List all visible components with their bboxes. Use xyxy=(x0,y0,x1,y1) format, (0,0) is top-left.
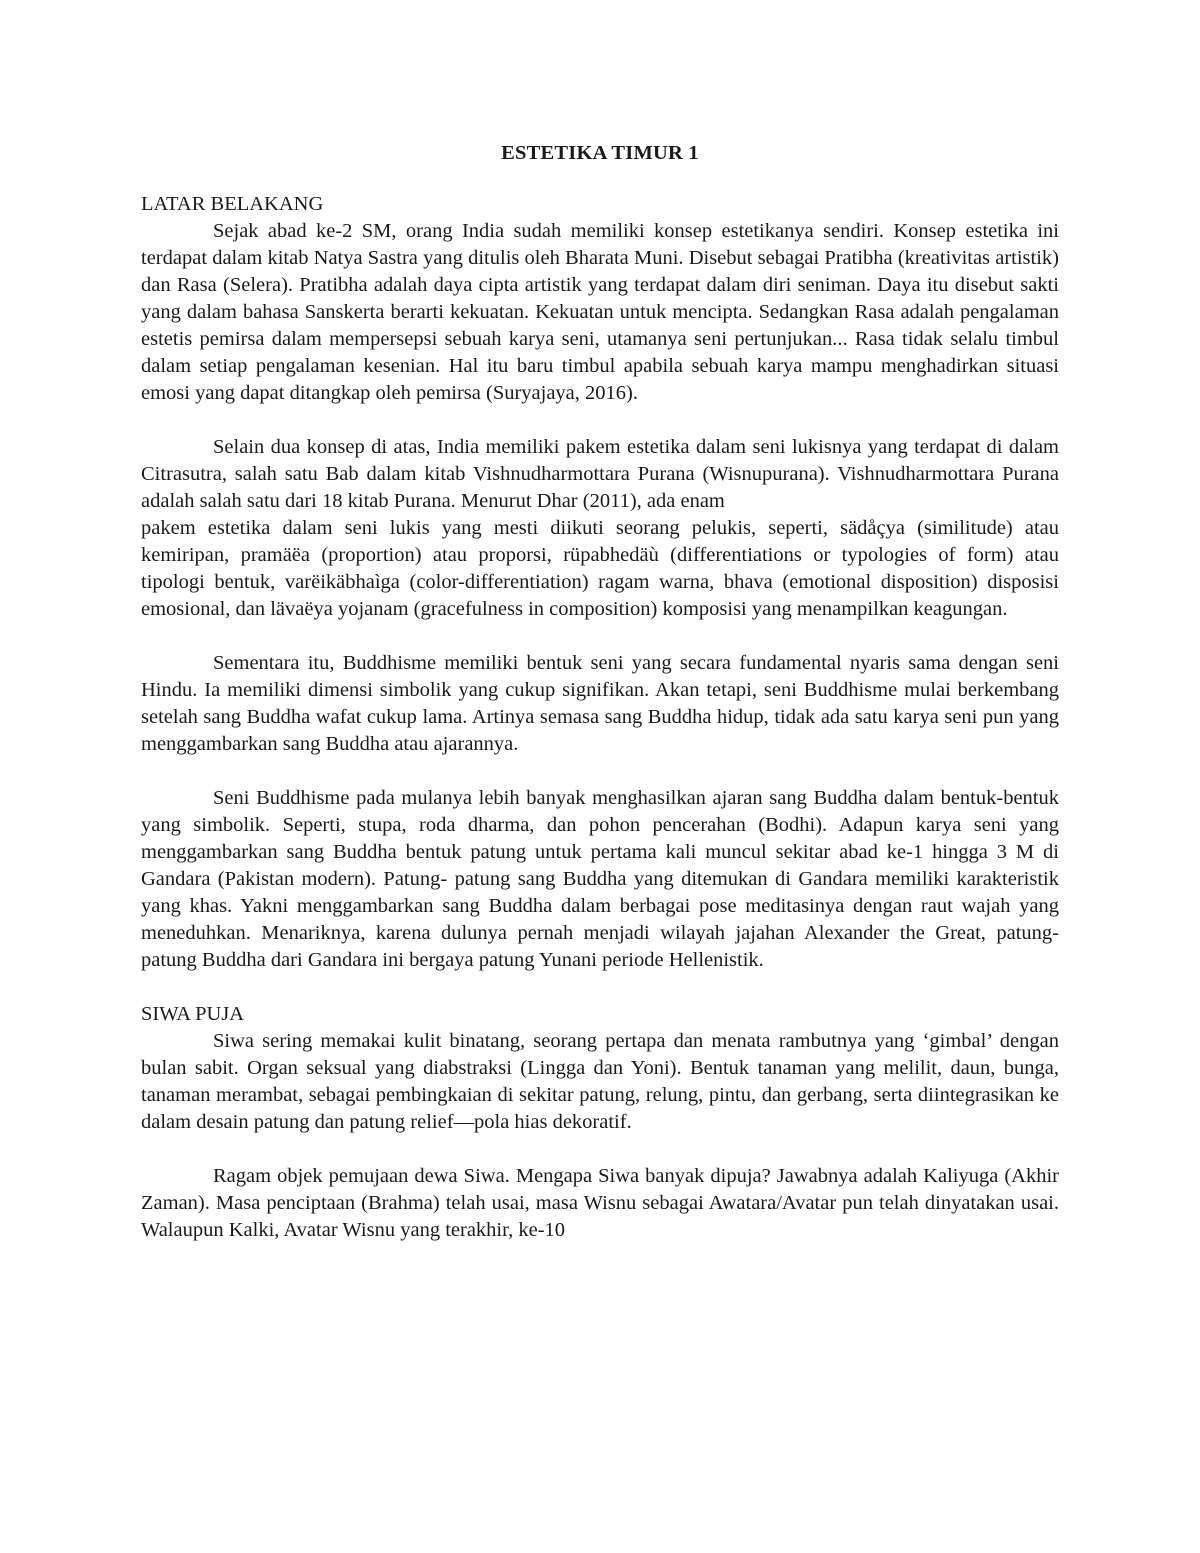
paragraph: Selain dua konsep di atas, India memiliki pakem estetika dalam seni lukisnya yang terdapat di dalam Citrasutra, salah satu Bab dalam kitab Vishnudharmottara Purana (Wisnupurana). Vishnudharmottara Purana adalah salah satu dari 18 kitab Purana. Menurut Dhar (2011), ada enam xyxy=(141,436,1059,512)
paragraph: Sementara itu, Buddhisme memiliki bentuk seni yang secara fundamental nyaris sama dengan seni Hindu. Ia memiliki dimensi simbolik yang cukup signifikan. Akan tetapi, seni Buddhisme mulai berkembang setelah sang Buddha wafat cukup lama. Artinya semasa sang Buddha hidup, tidak ada satu karya seni pun yang menggambarkan sang Buddha atau ajarannya. xyxy=(141,652,1059,755)
section-heading-siwa-puja: SIWA PUJA xyxy=(141,1003,245,1025)
paragraph: Ragam objek pemujaan dewa Siwa. Mengapa Siwa banyak dipuja? Jawabnya adalah Kaliyuga (Akhir Zaman). Masa penciptaan (Brahma) telah usai, masa Wisnu sebagai Awatara/Avatar pun telah dinyatakan usai. Walaupun Kalki, Avatar Wisnu yang terakhir, ke-10 xyxy=(141,1165,1059,1241)
paragraph: Siwa sering memakai kulit binatang, seorang pertapa dan menata rambutnya yang ‘gimbal’ dengan bulan sabit. Organ seksual yang diabstraksi (Lingga dan Yoni). Bentuk tanaman yang melilit, daun, bunga, tanaman merambat, sebagai pembingkaian di sekitar patung, relung, pintu, dan gerbang, serta diintegrasikan ke dalam desain patung dan patung relief—pola hias dekoratif. xyxy=(141,1030,1059,1133)
section-heading-latar-belakang: LATAR BELAKANG xyxy=(141,193,324,215)
document-title: ESTETIKA TIMUR 1 xyxy=(501,142,699,164)
paragraph: pakem estetika dalam seni lukis yang mesti diikuti seorang pelukis, seperti, sädåçya (similitude) atau kemiripan, pramäëa (proportion) atau proporsi, rüpabhedäù (differentiations or typologies of form) atau tipologi bentuk, varëikäbhaìga (color-differentiation) ragam warna, bhava (emotional disposition) disposisi emosional, dan lävaëya yojanam (gracefulness in composition) komposisi yang menampilkan keagungan. xyxy=(141,517,1059,620)
paragraph: Seni Buddhisme pada mulanya lebih banyak menghasilkan ajaran sang Buddha dalam bentuk-bentuk yang simbolik. Seperti, stupa, roda dharma, dan pohon pencerahan (Bodhi). Adapun karya seni yang menggambarkan sang Buddha bentuk patung untuk pertama kali muncul sekitar abad ke-1 hingga 3 M di Gandara (Pakistan modern). Patung- patung sang Buddha yang ditemukan di Gandara memiliki karakteristik yang khas. Yakni menggambarkan sang Buddha dalam berbagai pose meditasinya dengan raut wajah yang meneduhkan. Menariknya, karena dulunya pernah menjadi wilayah jajahan Alexander the Great, patung- patung Buddha dari Gandara ini bergaya patung Yunani periode Hellenistik. xyxy=(141,787,1059,971)
paragraph: Sejak abad ke-2 SM, orang India sudah memiliki konsep estetikanya sendiri. Konsep estetika ini terdapat dalam kitab Natya Sastra yang ditulis oleh Bharata Muni. Disebut sebagai Pratibha (kreativitas artistik) dan Rasa (Selera). Pratibha adalah daya cipta artistik yang terdapat dalam diri seniman. Daya itu disebut sakti yang dalam bahasa Sanskerta berarti kekuatan. Kekuatan untuk mencipta. Sedangkan Rasa adalah pengalaman estetis pemirsa dalam mempersepsi sebuah karya seni, utamanya seni pertunjukan... Rasa tidak selalu timbul dalam setiap pengalaman kesenian. Hal itu baru timbul apabila sebuah karya mampu menghadirkan situasi emosi yang dapat ditangkap oleh pemirsa (Suryajaya, 2016). xyxy=(141,220,1059,404)
